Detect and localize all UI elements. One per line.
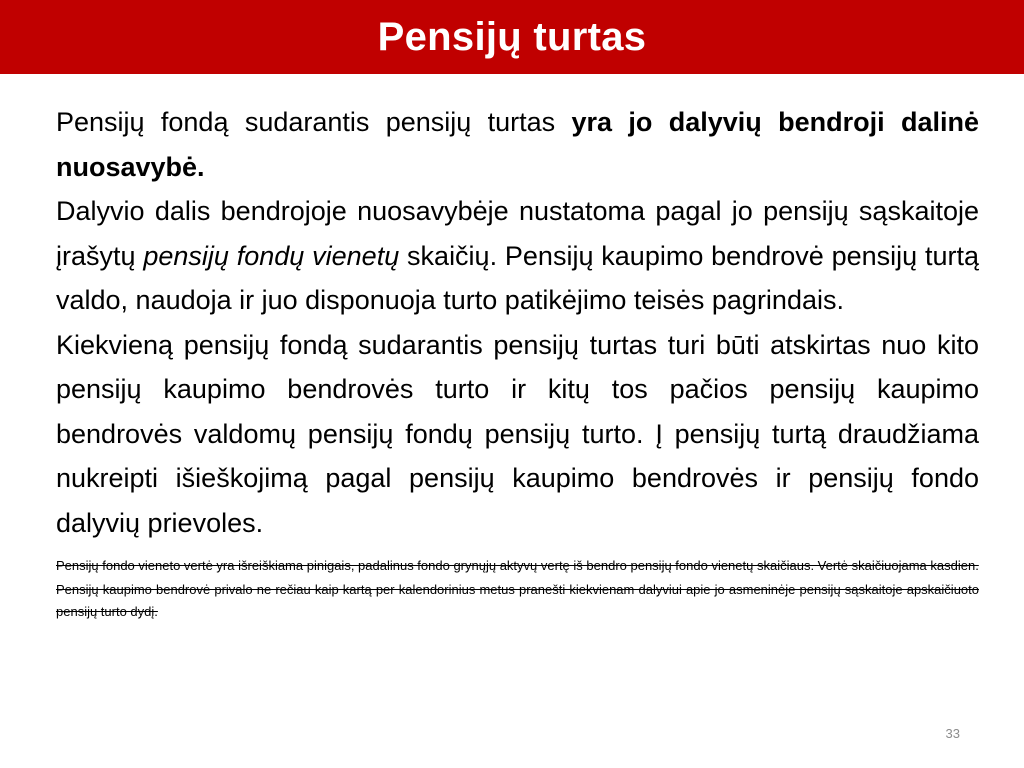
paragraph-participant-share-italic: pensijų fondų vienetų [143, 240, 400, 271]
footnote-annual-notice: Pensijų kaupimo bendrovė privalo ne rečiau kaip kartą per kalendorinius metus pranešti kiekvienam dalyviui apie jo asmeninėje pensijų sąskaitoje apskaičiuoto pensijų turto dydį. [56, 582, 979, 619]
footnote-unit-value: Pensijų fondo vieneto vertė yra išreiškiama pinigais, padalinus fondo grynųjų aktyvų vertę iš bendro pensijų fondo vienetų skaičiaus. Vertė skaičiuojama kasdien. [56, 558, 979, 573]
paragraph-ownership [56, 100, 979, 189]
paragraph-participant-share [56, 189, 979, 323]
paragraph-participant-share-text: Dalyvio dalis bendrojoje nuosavybėje nustatoma pagal jo pensijų sąskaitoje įrašytų [56, 196, 979, 271]
slide-title: Pensijų turtas [377, 14, 647, 59]
paragraph-ownership-bold: yra jo dalyvių bendroji dalinė nuosavybė. [56, 107, 979, 182]
paragraph-asset-separation: Kiekvieną pensijų fondą sudarantis pensijų turtas turi būti atskirtas nuo kito pensijų kaupimo bendrovės turto ir kitų tos pačios pensijų kaupimo bendrovės valdomų pensijų fondų pensijų turto. Į pensijų turtą draudžiama nukreipti išieškojimą pagal pensijų kaupimo bendrovės ir pensijų fondo dalyvių prievoles. [56, 329, 979, 538]
page-number: 33 [945, 726, 960, 741]
slide-content [56, 100, 979, 623]
paragraph-ownership-text: Pensijų fondą sudarantis pensijų turtas [56, 107, 572, 137]
paragraph-participant-share-text-end: skaičių. Pensijų kaupimo bendrovė pensijų turtą valdo, naudoja ir juo disponuoja turto patikėjimo teisės pagrindais. [56, 240, 980, 315]
title-bar [0, 0, 1024, 74]
